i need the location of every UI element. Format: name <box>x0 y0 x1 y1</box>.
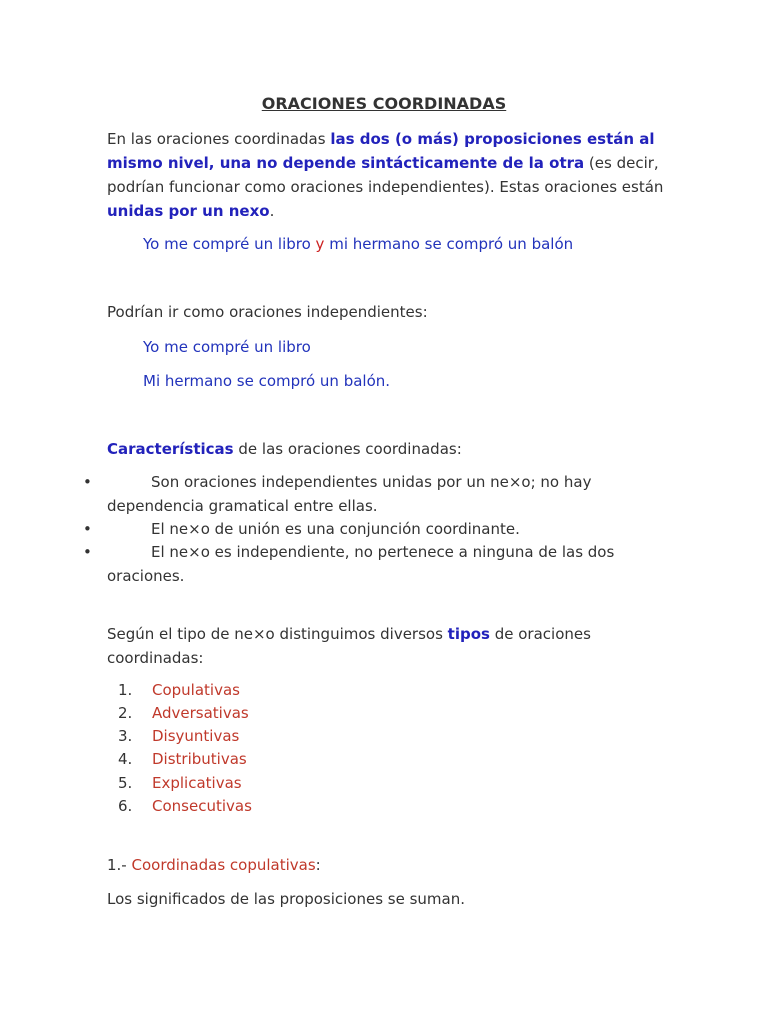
list-item <box>118 795 252 818</box>
characteristics-heading <box>107 437 667 461</box>
types-intro-highlight: tipos <box>447 625 490 643</box>
example-sentence <box>143 232 573 256</box>
intro-text-1: En las oraciones coordinadas <box>107 130 331 148</box>
type-label: Adversativas <box>152 704 249 722</box>
type-label: Disyuntivas <box>152 727 240 745</box>
example-conjunction: y <box>315 235 325 253</box>
list-item <box>118 679 240 702</box>
independent-intro: Podrían ir como oraciones independientes: <box>107 303 428 321</box>
list-number: 5. <box>118 774 133 792</box>
example-clause-1: Yo me compré un libro <box>143 235 316 253</box>
list-item <box>118 725 239 748</box>
independent-example-1: Yo me compré un libro <box>143 338 311 356</box>
bullet-icon: • <box>83 520 92 538</box>
list-item <box>118 702 249 725</box>
intro-paragraph <box>107 127 667 223</box>
independent-example-2: Mi hermano se compró un balón. <box>143 372 391 390</box>
bullet-text: Son oraciones independientes unidas por un ne×o; no hay dependencia gramatical entre ellas. <box>107 473 592 515</box>
bullet-icon: • <box>83 473 92 491</box>
types-intro-c: de oraciones coordinadas: <box>107 625 591 667</box>
section-heading <box>107 853 667 877</box>
list-item <box>118 772 242 795</box>
list-number: 3. <box>118 727 133 745</box>
list-number: 6. <box>118 797 133 815</box>
intro-highlight-1: las dos (o más) proposiciones están al mismo nivel, una no depende sintácticamente de la otra <box>107 130 655 172</box>
section-colon: : <box>315 856 321 874</box>
type-label: Distributivas <box>152 750 247 768</box>
bullet-icon: • <box>83 543 92 561</box>
type-label: Consecutivas <box>152 797 252 815</box>
section-number: 1.- <box>107 856 132 874</box>
section-description: Los significados de las proposiciones se suman. <box>107 890 466 908</box>
characteristics-rest: de las oraciones coordinadas: <box>233 440 462 458</box>
bullet-text: El ne×o de unión es una conjunción coordinante. <box>151 520 520 538</box>
list-number: 4. <box>118 750 133 768</box>
list-number: 1. <box>118 681 133 699</box>
characteristics-label: Características <box>107 440 234 458</box>
types-intro-a: Según el tipo de ne×o distinguimos diversos <box>107 625 448 643</box>
example-clause-2: mi hermano se compró un balón <box>324 235 574 253</box>
list-number: 2. <box>118 704 133 722</box>
types-intro <box>107 622 667 670</box>
bullet-text: El ne×o es independiente, no pertenece a ninguna de las dos oraciones. <box>107 543 615 585</box>
page-title: ORACIONES COORDINADAS <box>261 94 507 113</box>
intro-text-3: . <box>269 202 275 220</box>
type-label: Copulativas <box>152 681 240 699</box>
intro-text-2: (es decir, podrían funcionar como oraciones independientes). Estas oraciones están <box>107 154 664 196</box>
list-item <box>83 470 667 518</box>
type-label: Explicativas <box>152 774 242 792</box>
list-item <box>83 517 667 541</box>
intro-highlight-2: unidas por un nexo <box>107 202 270 220</box>
list-item <box>118 748 247 771</box>
section-label: Coordinadas copulativas <box>131 856 316 874</box>
list-item <box>83 540 667 588</box>
